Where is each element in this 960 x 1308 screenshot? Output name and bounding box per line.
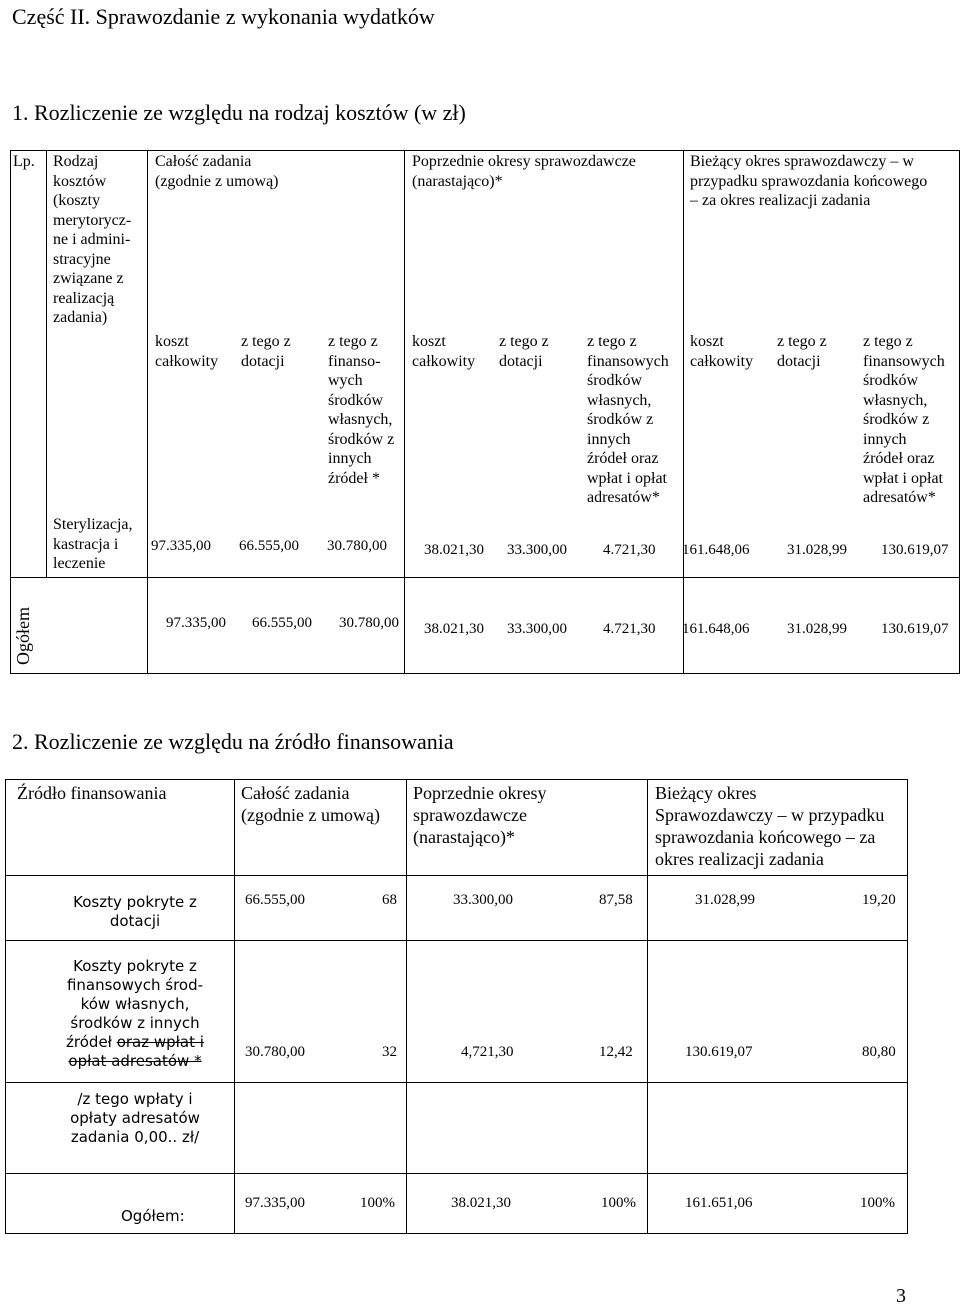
- section1-title: 1. Rozliczenie ze względu na rodzaj kosztów (w zł): [12, 100, 466, 125]
- total-cost-subheader: koszt całkowity: [412, 333, 476, 370]
- own-funds-current-pct: 80,80: [862, 1044, 896, 1060]
- total-task-header: Całość zadania (zgodnie z umową): [155, 153, 279, 190]
- grand-current-pct: 100%: [860, 1195, 895, 1211]
- funding-source-header: Źródło finansowania: [17, 783, 167, 803]
- grant-current-pct: 19,20: [862, 892, 896, 908]
- cost-type-header: Rodzaj kosztów (koszty merytorycz- ne i admini- stracyjne związane z realizacją zadania): [53, 153, 132, 326]
- grant-subheader: z tego z dotacji: [777, 333, 827, 370]
- total-task-header: Całość zadania (zgodnie z umową): [241, 783, 380, 825]
- page-number: 3: [896, 1285, 906, 1307]
- grant-previous: 33.300,00: [453, 892, 513, 908]
- total-row-label: Ogółem: [13, 607, 33, 665]
- grant-costs-label: Koszty pokryte z dotacji: [73, 893, 197, 930]
- grant-total-pct: 68: [382, 892, 397, 908]
- own-funds-total: 30.780,00: [245, 1044, 305, 1060]
- total-value: 30.780,00: [339, 615, 399, 631]
- own-funds-subheader: z tego z finansowych środków własnych, środków z innych źródeł oraz wpłat i opłat adresatów*: [587, 333, 669, 506]
- cell-value: 130.619,07: [881, 542, 949, 558]
- total-value: 31.028,99: [787, 621, 847, 637]
- previous-periods-header: Poprzednie okresy sprawozdawcze (narastająco)*: [413, 783, 547, 847]
- grand-current-value: 161.651,06: [685, 1195, 753, 1211]
- total-value: 66.555,00: [252, 615, 312, 631]
- own-funds-costs-label: Koszty pokryte z finansowych środ- ków własnych, środków z innych źródeł oraz wpłat i opłat adresatów *: [66, 957, 204, 1070]
- total-cost-subheader: koszt całkowity: [690, 333, 754, 370]
- grant-total: 66.555,00: [245, 892, 305, 908]
- total-value: 38.021,30: [424, 621, 484, 637]
- cell-value: 66.555,00: [239, 538, 299, 554]
- own-funds-total-pct: 32: [382, 1044, 397, 1060]
- recipient-payments-label: /z tego wpłaty i opłaty adresatów zadania 0,00.. zł/: [70, 1090, 200, 1146]
- grant-current: 31.028,99: [695, 892, 755, 908]
- cell-value: 38.021,30: [424, 542, 484, 558]
- cell-value: 33.300,00: [507, 542, 567, 558]
- total-value: 97.335,00: [166, 615, 226, 631]
- grant-subheader: z tego z dotacji: [241, 333, 291, 370]
- cell-value: 30.780,00: [327, 538, 387, 554]
- cell-value: 31.028,99: [787, 542, 847, 558]
- lp-header: Lp.: [13, 153, 35, 170]
- grand-previous-value: 38.021,30: [451, 1195, 511, 1211]
- grand-total-value: 97.335,00: [245, 1195, 305, 1211]
- own-funds-current: 130.619,07: [685, 1044, 753, 1060]
- grand-previous-pct: 100%: [601, 1195, 636, 1211]
- total-value: 130.619,07: [881, 621, 949, 637]
- grand-total-label: Ogółem:: [121, 1207, 185, 1225]
- section2-title: 2. Rozliczenie ze względu na źródło finansowania: [12, 729, 454, 754]
- own-funds-previous-pct: 12,42: [599, 1044, 633, 1060]
- cell-value: 161.648,06: [682, 542, 750, 558]
- grant-subheader: z tego z dotacji: [499, 333, 549, 370]
- total-value: 33.300,00: [507, 621, 567, 637]
- row-cost-type-label: Sterylizacja, kastracja i leczenie: [53, 516, 133, 572]
- own-funds-subheader: z tego z finansowych środków własnych, środków z innych źródeł oraz wpłat i opłat adresatów*: [863, 333, 945, 506]
- current-period-header: Bieżący okres Sprawozdawczy – w przypadku sprawozdania końcowego – za okres realizacji zadania: [655, 783, 885, 869]
- cell-value: 4.721,30: [603, 542, 656, 558]
- total-cost-subheader: koszt całkowity: [155, 333, 219, 370]
- current-period-header: Bieżący okres sprawozdawczy – w przypadku sprawozdania końcowego – za okres realizacji zadania: [690, 153, 928, 209]
- own-funds-subheader: z tego z finanso- wych środków własnych, środków z innych źródeł *: [328, 333, 395, 487]
- total-value: 161.648,06: [682, 621, 750, 637]
- previous-periods-header: Poprzednie okresy sprawozdawcze (narastająco)*: [412, 153, 636, 190]
- grant-previous-pct: 87,58: [599, 892, 633, 908]
- part-title: Część II. Sprawozdanie z wykonania wydatków: [12, 4, 435, 29]
- total-value: 4.721,30: [603, 621, 656, 637]
- grand-total-pct: 100%: [360, 1195, 395, 1211]
- own-funds-previous: 4,721,30: [461, 1044, 514, 1060]
- cell-value: 97.335,00: [151, 538, 211, 554]
